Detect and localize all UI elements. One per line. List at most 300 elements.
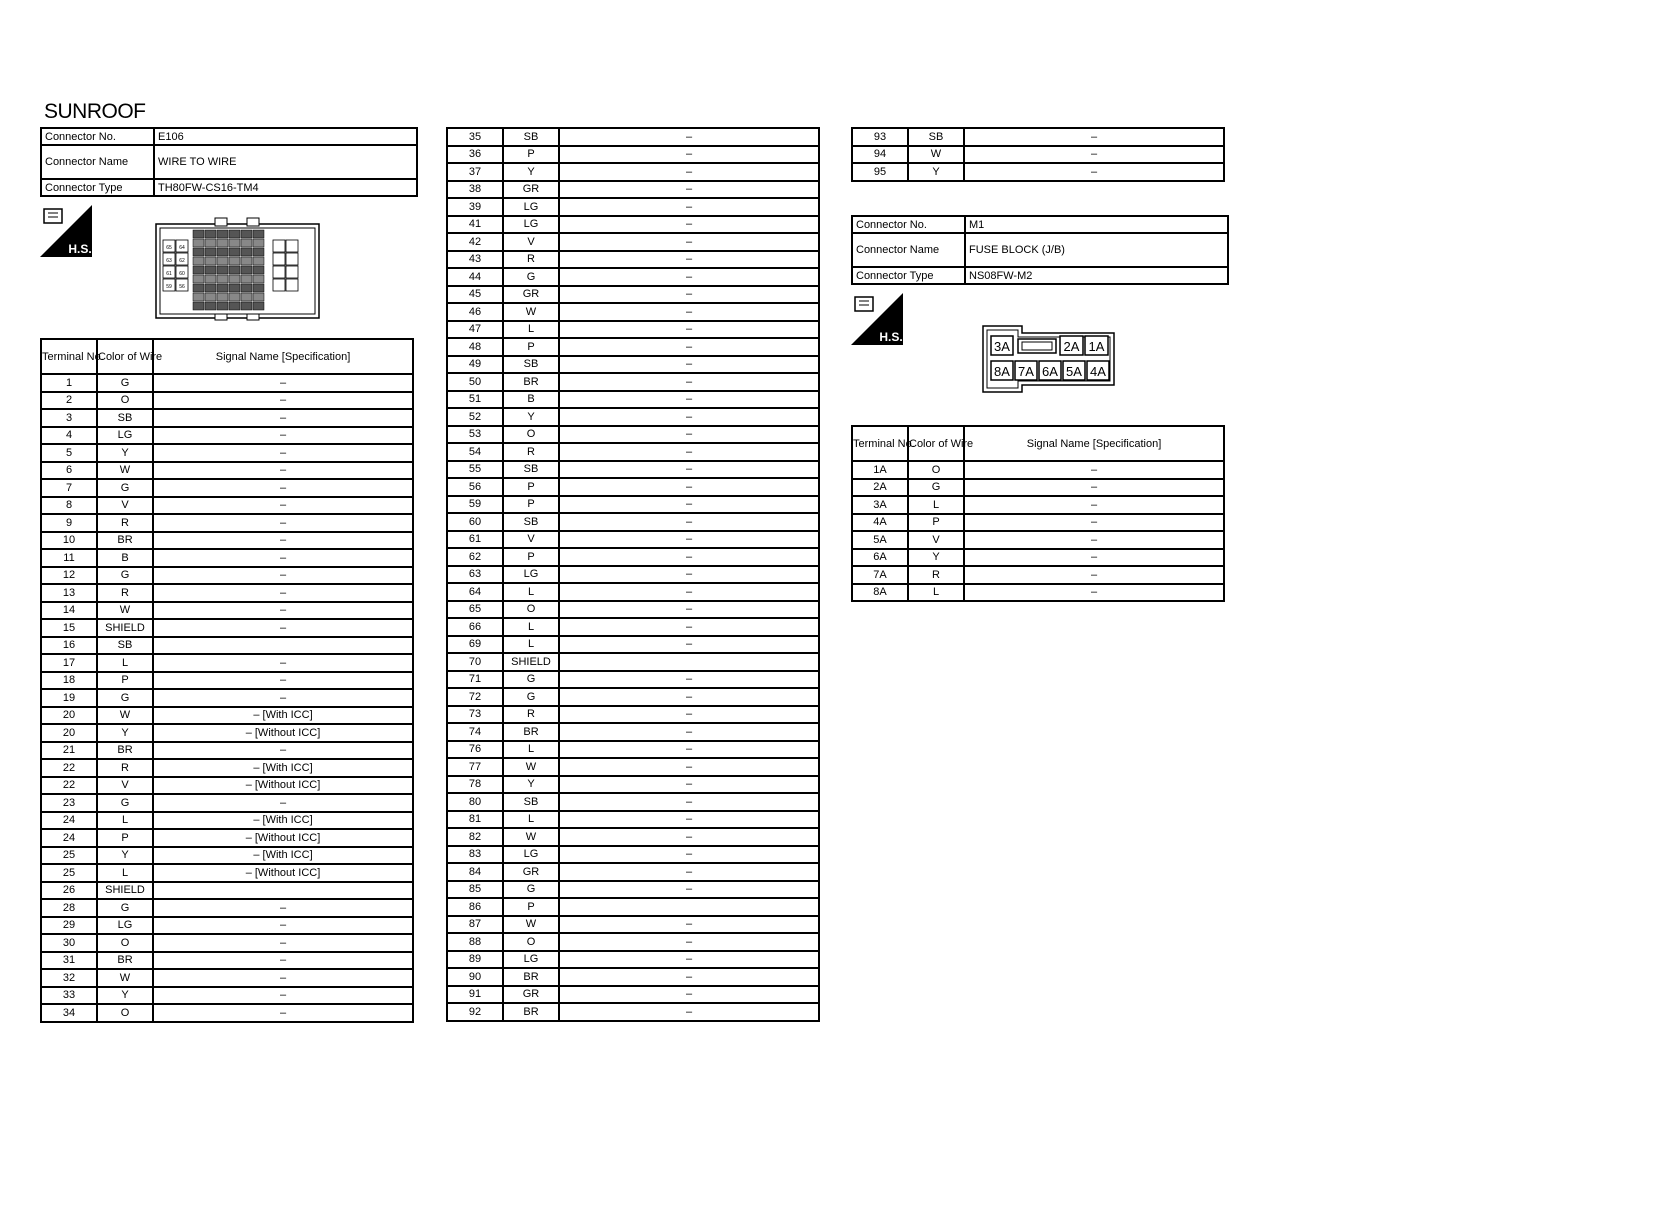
connector-cavity bbox=[193, 248, 204, 256]
connector-cavity bbox=[241, 302, 252, 310]
table-row bbox=[41, 462, 413, 480]
wire-color-cell: L bbox=[97, 654, 153, 672]
signal-name-cell: – bbox=[559, 286, 819, 304]
terminal-no-cell: 14 bbox=[41, 602, 97, 620]
table-row bbox=[447, 531, 819, 549]
wire-color-cell: L bbox=[503, 321, 559, 339]
fuse-cavity-label: 2A bbox=[1063, 339, 1080, 354]
wire-color-cell: O bbox=[503, 933, 559, 951]
terminal-no-cell: 64 bbox=[447, 583, 503, 601]
signal-name-cell: – bbox=[559, 128, 819, 146]
terminal-no-cell: 13 bbox=[41, 584, 97, 602]
connector-cavity bbox=[241, 239, 252, 247]
wire-color-cell: BR bbox=[503, 723, 559, 741]
table-row bbox=[447, 898, 819, 916]
table-row bbox=[41, 672, 413, 690]
signal-name-cell: – bbox=[153, 1004, 413, 1022]
signal-name-cell: – bbox=[559, 986, 819, 1004]
table-row bbox=[447, 286, 819, 304]
wire-color-cell: W bbox=[503, 758, 559, 776]
table-row bbox=[41, 549, 413, 567]
connector-cavity bbox=[273, 240, 285, 252]
signal-name-cell: – bbox=[964, 514, 1224, 532]
terminal-no-cell: 4 bbox=[41, 427, 97, 445]
table-row bbox=[447, 846, 819, 864]
fuse-cavity-row-bottom bbox=[991, 361, 1109, 380]
wire-color-cell: W bbox=[97, 462, 153, 480]
signal-name-cell: – bbox=[559, 828, 819, 846]
wire-color-cell: SB bbox=[908, 128, 964, 146]
signal-name-cell: – bbox=[559, 793, 819, 811]
signal-name-cell: – bbox=[559, 706, 819, 724]
signal-name-cell: – bbox=[559, 968, 819, 986]
table-row bbox=[447, 1003, 819, 1021]
terminal-no-cell: 65 bbox=[447, 601, 503, 619]
signal-name-cell: – [With ICC] bbox=[153, 847, 413, 865]
table-row bbox=[41, 392, 413, 410]
connector-name-label: Connector Name bbox=[852, 233, 965, 267]
wire-color-cell: Y bbox=[97, 444, 153, 462]
connector-cavity bbox=[241, 248, 252, 256]
harness-side-icon bbox=[851, 293, 903, 345]
wire-color-cell: V bbox=[97, 777, 153, 795]
table-row bbox=[41, 532, 413, 550]
table-row bbox=[41, 794, 413, 812]
wire-color-cell: P bbox=[97, 829, 153, 847]
table-row bbox=[447, 916, 819, 934]
connector-cavity bbox=[286, 240, 298, 252]
table-row bbox=[447, 216, 819, 234]
wire-color-cell: W bbox=[97, 969, 153, 987]
wire-color-cell: SB bbox=[503, 461, 559, 479]
signal-name-cell: – bbox=[964, 496, 1224, 514]
terminal-no-cell: 46 bbox=[447, 303, 503, 321]
table-row bbox=[447, 321, 819, 339]
terminal-no-cell: 51 bbox=[447, 391, 503, 409]
signal-name-cell: – bbox=[559, 688, 819, 706]
connector-no-label: Connector No. bbox=[852, 216, 965, 233]
signal-name-cell: – bbox=[559, 426, 819, 444]
table-row bbox=[447, 443, 819, 461]
fuse-cavity-label: 4A bbox=[1090, 364, 1106, 379]
signal-name-cell: – bbox=[559, 758, 819, 776]
terminal-no-cell: 30 bbox=[41, 934, 97, 952]
table-row bbox=[447, 478, 819, 496]
terminal-no-cell: 31 bbox=[41, 952, 97, 970]
table-row bbox=[41, 864, 413, 882]
terminal-no-cell: 38 bbox=[447, 181, 503, 199]
signal-name-cell: – bbox=[559, 863, 819, 881]
signal-name-header: Signal Name [Specification] bbox=[153, 339, 413, 374]
connector-cavity bbox=[193, 230, 204, 238]
wire-color-cell: LG bbox=[503, 216, 559, 234]
connector-cavity bbox=[217, 257, 228, 265]
table-row bbox=[447, 566, 819, 584]
signal-name-cell: – bbox=[559, 233, 819, 251]
wire-color-cell: R bbox=[503, 706, 559, 724]
terminal-no-cell: 32 bbox=[41, 969, 97, 987]
table-row bbox=[447, 881, 819, 899]
table-row bbox=[447, 776, 819, 794]
wire-color-cell: SB bbox=[97, 637, 153, 655]
terminal-no-cell: 87 bbox=[447, 916, 503, 934]
signal-name-cell: – [Without ICC] bbox=[153, 829, 413, 847]
connector-name-value: FUSE BLOCK (J/B) bbox=[965, 233, 1228, 267]
wire-color-cell: BR bbox=[503, 1003, 559, 1021]
wire-color-cell: GR bbox=[503, 286, 559, 304]
wire-color-cell: V bbox=[908, 531, 964, 549]
wire-color-cell: LG bbox=[97, 427, 153, 445]
fuse-cavity-label: 5A bbox=[1066, 364, 1082, 379]
terminal-no-cell: 24 bbox=[41, 812, 97, 830]
wire-color-cell: BR bbox=[503, 968, 559, 986]
table-row bbox=[41, 1004, 413, 1022]
table-row bbox=[852, 461, 1224, 479]
signal-name-cell: – bbox=[964, 566, 1224, 584]
connector-cavity bbox=[241, 284, 252, 292]
table-row bbox=[852, 479, 1224, 497]
table-row bbox=[447, 618, 819, 636]
cavity-label: 65 bbox=[166, 245, 172, 251]
connector-cavity bbox=[273, 279, 285, 291]
cavity-label: 60 bbox=[179, 271, 185, 277]
table-row bbox=[852, 531, 1224, 549]
terminal-no-cell: 72 bbox=[447, 688, 503, 706]
terminal-no-cell: 6A bbox=[852, 549, 908, 567]
cavity-label: 63 bbox=[166, 258, 172, 264]
terminal-no-cell: 94 bbox=[852, 146, 908, 164]
fuse-cavity-label: 1A bbox=[1088, 339, 1105, 354]
wire-color-cell: P bbox=[503, 478, 559, 496]
terminal-no-cell: 1A bbox=[852, 461, 908, 479]
signal-name-cell: – bbox=[559, 741, 819, 759]
terminal-no-cell: 26 bbox=[41, 882, 97, 900]
wire-color-cell: LG bbox=[503, 198, 559, 216]
table-row bbox=[447, 268, 819, 286]
color-of-wire-header: Color of Wire bbox=[908, 426, 964, 461]
table-row bbox=[447, 198, 819, 216]
table-row bbox=[447, 986, 819, 1004]
terminal-no-cell: 62 bbox=[447, 548, 503, 566]
connector-type-value: TH80FW-CS16-TM4 bbox=[154, 179, 417, 196]
signal-name-cell: – bbox=[153, 917, 413, 935]
table-row bbox=[41, 952, 413, 970]
terminal-no-cell: 84 bbox=[447, 863, 503, 881]
connector-cavity bbox=[286, 279, 298, 291]
table-row bbox=[41, 899, 413, 917]
table-row bbox=[41, 637, 413, 655]
wire-color-cell: O bbox=[97, 934, 153, 952]
table-row bbox=[41, 374, 413, 392]
connector-cavity bbox=[253, 248, 264, 256]
table-row bbox=[41, 689, 413, 707]
wire-color-cell: SB bbox=[503, 513, 559, 531]
wire-color-cell: SB bbox=[503, 793, 559, 811]
terminal-no-cell: 29 bbox=[41, 917, 97, 935]
terminal-no-cell: 22 bbox=[41, 759, 97, 777]
terminal-no-cell: 20 bbox=[41, 724, 97, 742]
signal-name-cell: – bbox=[964, 549, 1224, 567]
wire-color-cell: GR bbox=[503, 863, 559, 881]
terminal-no-cell: 7 bbox=[41, 479, 97, 497]
connector-cavity bbox=[205, 266, 216, 274]
terminal-no-cell: 28 bbox=[41, 899, 97, 917]
wire-color-cell: W bbox=[503, 828, 559, 846]
wire-color-cell: SHIELD bbox=[97, 882, 153, 900]
table-row bbox=[852, 496, 1224, 514]
connector-cavity bbox=[229, 248, 240, 256]
table-row bbox=[41, 829, 413, 847]
connector-cavity bbox=[205, 302, 216, 310]
table-row bbox=[41, 724, 413, 742]
signal-name-cell: – bbox=[964, 128, 1224, 146]
wire-color-cell: G bbox=[97, 689, 153, 707]
terminal-no-cell: 8 bbox=[41, 497, 97, 515]
table-row bbox=[447, 688, 819, 706]
connector-type-value: NS08FW-M2 bbox=[965, 267, 1228, 284]
signal-name-cell: – bbox=[153, 479, 413, 497]
signal-name-cell: – bbox=[153, 794, 413, 812]
table-row bbox=[41, 444, 413, 462]
table-row bbox=[447, 426, 819, 444]
connector-cavity bbox=[253, 284, 264, 292]
signal-name-cell: – bbox=[559, 916, 819, 934]
table-row bbox=[447, 461, 819, 479]
terminal-no-cell: 25 bbox=[41, 864, 97, 882]
signal-name-cell: – bbox=[559, 548, 819, 566]
wire-color-cell: SB bbox=[503, 128, 559, 146]
table-row bbox=[41, 969, 413, 987]
table-row bbox=[41, 917, 413, 935]
connector-cavity bbox=[205, 284, 216, 292]
table-row bbox=[41, 812, 413, 830]
table-row bbox=[447, 601, 819, 619]
wire-color-cell: SB bbox=[97, 409, 153, 427]
signal-name-cell: – bbox=[964, 461, 1224, 479]
connector-cavity bbox=[205, 248, 216, 256]
wire-color-cell: Y bbox=[503, 163, 559, 181]
table-row bbox=[447, 303, 819, 321]
signal-name-cell: – bbox=[559, 618, 819, 636]
connector-info-table-2 bbox=[851, 215, 1229, 285]
harness-side-icon bbox=[40, 205, 92, 257]
wire-color-cell: R bbox=[97, 584, 153, 602]
table-row bbox=[447, 723, 819, 741]
signal-name-cell: – bbox=[153, 899, 413, 917]
signal-name-cell: – bbox=[964, 479, 1224, 497]
terminal-no-cell: 17 bbox=[41, 654, 97, 672]
signal-name-cell: – bbox=[153, 584, 413, 602]
signal-name-cell: – bbox=[153, 742, 413, 760]
signal-name-cell: – bbox=[153, 952, 413, 970]
wire-color-cell: Y bbox=[503, 408, 559, 426]
cavity-label: 62 bbox=[179, 258, 185, 264]
terminal-no-cell: 16 bbox=[41, 637, 97, 655]
terminal-no-cell: 24 bbox=[41, 829, 97, 847]
table-row bbox=[852, 584, 1224, 602]
wire-color-cell: Y bbox=[908, 549, 964, 567]
wire-color-cell: Y bbox=[503, 776, 559, 794]
signal-name-cell: – bbox=[559, 846, 819, 864]
signal-name-cell: – bbox=[153, 689, 413, 707]
terminal-no-cell: 5 bbox=[41, 444, 97, 462]
terminal-table-2 bbox=[446, 127, 820, 1022]
terminal-no-cell: 21 bbox=[41, 742, 97, 760]
connector-cavity bbox=[229, 266, 240, 274]
terminal-table-body bbox=[41, 374, 413, 1022]
table-row bbox=[447, 951, 819, 969]
wire-color-cell: G bbox=[503, 688, 559, 706]
wire-color-cell: G bbox=[97, 479, 153, 497]
wire-color-cell: O bbox=[908, 461, 964, 479]
table-row bbox=[41, 497, 413, 515]
signal-name-cell: – bbox=[153, 602, 413, 620]
wire-color-cell: W bbox=[908, 146, 964, 164]
table-row bbox=[41, 654, 413, 672]
signal-name-cell: – [Without ICC] bbox=[153, 864, 413, 882]
terminal-no-cell: 77 bbox=[447, 758, 503, 776]
connector-cavity bbox=[241, 293, 252, 301]
signal-name-cell: – bbox=[559, 408, 819, 426]
terminal-no-cell: 7A bbox=[852, 566, 908, 584]
cavity-label: 56 bbox=[179, 284, 185, 290]
wire-color-cell: L bbox=[97, 812, 153, 830]
terminal-no-cell: 23 bbox=[41, 794, 97, 812]
terminal-no-cell: 66 bbox=[447, 618, 503, 636]
wire-color-cell: P bbox=[503, 898, 559, 916]
wire-color-cell: R bbox=[908, 566, 964, 584]
terminal-no-cell: 22 bbox=[41, 777, 97, 795]
terminal-no-cell: 61 bbox=[447, 531, 503, 549]
table-row bbox=[41, 619, 413, 637]
table-row bbox=[447, 636, 819, 654]
connector-cavity bbox=[217, 302, 228, 310]
wire-color-cell: W bbox=[97, 602, 153, 620]
terminal-table-body bbox=[447, 128, 819, 1021]
signal-name-cell: – bbox=[559, 303, 819, 321]
terminal-no-cell: 20 bbox=[41, 707, 97, 725]
terminal-no-cell: 71 bbox=[447, 671, 503, 689]
table-row bbox=[447, 146, 819, 164]
connector-cavity bbox=[253, 302, 264, 310]
table-row bbox=[447, 671, 819, 689]
signal-name-cell: – bbox=[559, 321, 819, 339]
table-row bbox=[852, 514, 1224, 532]
terminal-no-cell: 5A bbox=[852, 531, 908, 549]
wire-color-cell: P bbox=[908, 514, 964, 532]
terminal-no-cell: 12 bbox=[41, 567, 97, 585]
connector-cavity bbox=[217, 275, 228, 283]
wire-color-cell: BR bbox=[97, 742, 153, 760]
wire-color-cell: BR bbox=[97, 952, 153, 970]
connector-cavity bbox=[253, 257, 264, 265]
wire-color-cell: B bbox=[97, 549, 153, 567]
terminal-no-cell: 74 bbox=[447, 723, 503, 741]
terminal-no-cell: 85 bbox=[447, 881, 503, 899]
table-row bbox=[447, 233, 819, 251]
signal-name-cell: – bbox=[559, 478, 819, 496]
connector-name-label: Connector Name bbox=[41, 145, 154, 179]
table-row bbox=[447, 793, 819, 811]
terminal-no-cell: 53 bbox=[447, 426, 503, 444]
terminal-no-cell: 81 bbox=[447, 811, 503, 829]
terminal-no-cell: 48 bbox=[447, 338, 503, 356]
signal-name-cell: – bbox=[964, 531, 1224, 549]
terminal-no-cell: 91 bbox=[447, 986, 503, 1004]
table-row bbox=[447, 181, 819, 199]
connector-no-value: E106 bbox=[154, 128, 417, 145]
terminal-no-cell: 90 bbox=[447, 968, 503, 986]
table-row bbox=[447, 933, 819, 951]
signal-name-cell: – bbox=[559, 181, 819, 199]
signal-name-cell: – bbox=[559, 566, 819, 584]
signal-name-cell: – bbox=[153, 619, 413, 637]
fuse-cavity-label: 3A bbox=[994, 339, 1010, 354]
table-row bbox=[447, 163, 819, 181]
table-row bbox=[447, 863, 819, 881]
terminal-table-body bbox=[852, 461, 1224, 601]
signal-name-cell: – bbox=[153, 409, 413, 427]
signal-name-cell: – bbox=[153, 497, 413, 515]
wire-color-cell: L bbox=[503, 618, 559, 636]
terminal-no-cell: 2A bbox=[852, 479, 908, 497]
wire-color-cell: SHIELD bbox=[97, 619, 153, 637]
terminal-no-cell: 9 bbox=[41, 514, 97, 532]
table-row bbox=[41, 602, 413, 620]
wire-color-cell: V bbox=[503, 531, 559, 549]
signal-name-cell: – bbox=[153, 654, 413, 672]
wire-color-cell: Y bbox=[97, 847, 153, 865]
table-row bbox=[852, 566, 1224, 584]
wire-color-cell: LG bbox=[503, 951, 559, 969]
connector-cavity bbox=[253, 293, 264, 301]
signal-name-cell: – bbox=[559, 391, 819, 409]
table-row bbox=[852, 128, 1224, 146]
terminal-no-cell: 39 bbox=[447, 198, 503, 216]
wire-color-cell: BR bbox=[503, 373, 559, 391]
terminal-no-cell: 15 bbox=[41, 619, 97, 637]
table-row bbox=[447, 811, 819, 829]
cavity-label: 64 bbox=[179, 245, 185, 251]
wire-color-cell: B bbox=[503, 391, 559, 409]
signal-name-cell: – bbox=[559, 601, 819, 619]
terminal-no-cell: 45 bbox=[447, 286, 503, 304]
connector-cavity bbox=[253, 230, 264, 238]
connector-cavity bbox=[193, 293, 204, 301]
wire-color-cell: V bbox=[97, 497, 153, 515]
wire-color-cell: GR bbox=[503, 986, 559, 1004]
signal-name-cell: – bbox=[153, 514, 413, 532]
wire-color-cell: G bbox=[97, 374, 153, 392]
hs-icon-text: H.S. bbox=[879, 330, 903, 344]
table-row bbox=[41, 987, 413, 1005]
table-row bbox=[41, 847, 413, 865]
fuse-block-connector-diagram bbox=[982, 325, 1116, 393]
wire-color-cell: R bbox=[97, 759, 153, 777]
signal-name-cell: – bbox=[559, 356, 819, 374]
terminal-no-cell: 76 bbox=[447, 741, 503, 759]
terminal-no-cell: 41 bbox=[447, 216, 503, 234]
terminal-no-cell: 37 bbox=[447, 163, 503, 181]
connector-cavity bbox=[229, 239, 240, 247]
color-of-wire-header: Color of Wire bbox=[97, 339, 153, 374]
connector-cavity bbox=[286, 266, 298, 278]
wire-color-cell: GR bbox=[503, 181, 559, 199]
signal-name-cell: – bbox=[559, 163, 819, 181]
connector-cavity bbox=[229, 302, 240, 310]
wire-color-cell: SHIELD bbox=[503, 653, 559, 671]
connector-info-table bbox=[40, 127, 418, 197]
